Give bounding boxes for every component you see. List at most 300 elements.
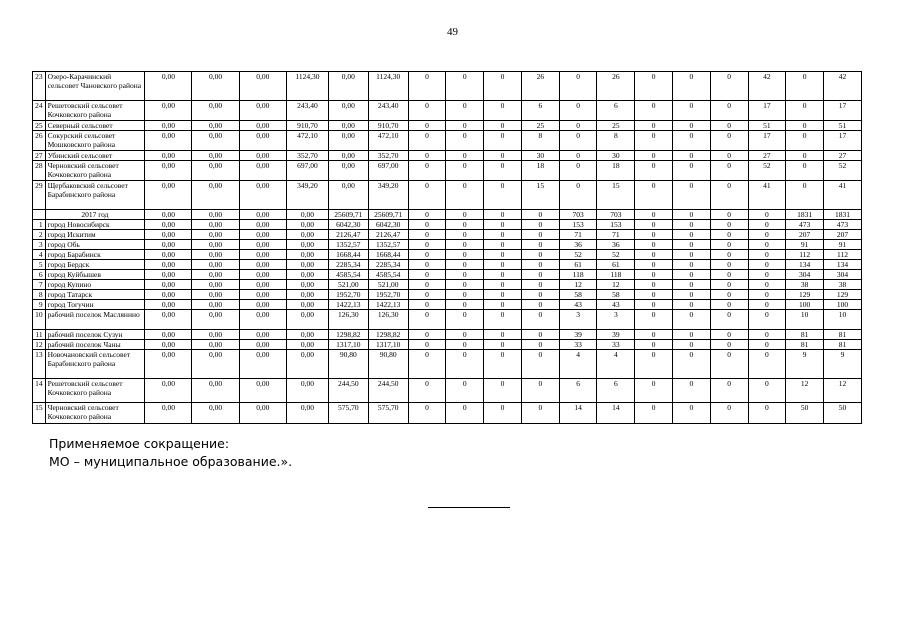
value-cell: 0 xyxy=(559,181,597,210)
table-row xyxy=(33,181,862,210)
value-cell: 0,00 xyxy=(286,220,328,230)
value-cell: 0,00 xyxy=(328,151,368,161)
value-cell: 575,70 xyxy=(368,403,408,424)
value-cell: 0 xyxy=(710,151,748,161)
value-cell: 0 xyxy=(710,300,748,310)
value-cell: 207 xyxy=(824,230,862,240)
value-cell: 52 xyxy=(824,161,862,181)
value-cell: 0 xyxy=(521,300,559,310)
table-row xyxy=(33,280,862,290)
row-number: 15 xyxy=(33,403,46,424)
value-cell: 0,00 xyxy=(145,350,192,379)
value-cell: 17 xyxy=(824,131,862,151)
value-cell: 0 xyxy=(635,220,673,230)
value-cell: 0,00 xyxy=(286,300,328,310)
value-cell: 0 xyxy=(673,161,711,181)
value-cell: 0,00 xyxy=(192,72,239,101)
value-cell: 0 xyxy=(710,161,748,181)
value-cell: 50 xyxy=(786,403,824,424)
value-cell: 910,70 xyxy=(286,121,328,131)
value-cell: 0,00 xyxy=(239,350,286,379)
value-cell: 0 xyxy=(635,121,673,131)
value-cell: 0,00 xyxy=(145,310,192,330)
value-cell: 0,00 xyxy=(286,310,328,330)
value-cell: 0 xyxy=(635,210,673,220)
value-cell: 472,10 xyxy=(286,131,328,151)
value-cell: 0,00 xyxy=(286,350,328,379)
value-cell: 0 xyxy=(673,131,711,151)
value-cell: 42 xyxy=(748,72,786,101)
value-cell: 0,00 xyxy=(328,72,368,101)
value-cell: 0,00 xyxy=(239,310,286,330)
value-cell: 0 xyxy=(446,403,484,424)
value-cell: 0,00 xyxy=(145,230,192,240)
value-cell: 1422,13 xyxy=(328,300,368,310)
value-cell: 3 xyxy=(597,310,635,330)
value-cell: 0,00 xyxy=(286,250,328,260)
value-cell: 0,00 xyxy=(145,403,192,424)
value-cell: 12 xyxy=(559,280,597,290)
value-cell: 473 xyxy=(824,220,862,230)
value-cell: 0 xyxy=(710,340,748,350)
value-cell: 0 xyxy=(521,350,559,379)
value-cell: 0 xyxy=(710,131,748,151)
row-number: 10 xyxy=(33,310,46,330)
value-cell: 18 xyxy=(597,161,635,181)
value-cell: 52 xyxy=(748,161,786,181)
table-row xyxy=(33,379,862,403)
value-cell: 17 xyxy=(748,101,786,121)
value-cell: 0 xyxy=(521,280,559,290)
value-cell: 0 xyxy=(635,151,673,161)
value-cell: 9 xyxy=(786,350,824,379)
value-cell: 0,00 xyxy=(192,310,239,330)
value-cell: 0 xyxy=(710,210,748,220)
value-cell: 0 xyxy=(710,310,748,330)
value-cell: 0 xyxy=(408,403,446,424)
value-cell: 0 xyxy=(408,220,446,230)
value-cell: 112 xyxy=(824,250,862,260)
municipality-name: город Купино xyxy=(45,280,145,290)
value-cell: 0 xyxy=(408,240,446,250)
table-row xyxy=(33,151,862,161)
value-cell: 1298,82 xyxy=(328,330,368,340)
value-cell: 0 xyxy=(748,379,786,403)
value-cell: 61 xyxy=(559,260,597,270)
row-number: 7 xyxy=(33,280,46,290)
value-cell: 697,00 xyxy=(286,161,328,181)
table-row xyxy=(33,350,862,379)
value-cell: 25 xyxy=(521,121,559,131)
value-cell: 2285,34 xyxy=(328,260,368,270)
value-cell: 304 xyxy=(786,270,824,280)
value-cell: 0,00 xyxy=(192,340,239,350)
value-cell: 0 xyxy=(446,220,484,230)
value-cell: 0,00 xyxy=(192,230,239,240)
value-cell: 0 xyxy=(635,181,673,210)
row-number: 5 xyxy=(33,260,46,270)
row-number: 2 xyxy=(33,230,46,240)
value-cell: 0 xyxy=(484,220,522,230)
value-cell: 910,70 xyxy=(368,121,408,131)
value-cell: 0 xyxy=(521,220,559,230)
value-cell: 0 xyxy=(484,340,522,350)
value-cell: 36 xyxy=(597,240,635,250)
value-cell: 4585,54 xyxy=(368,270,408,280)
value-cell: 0 xyxy=(748,350,786,379)
value-cell: 1298,82 xyxy=(368,330,408,340)
value-cell: 0 xyxy=(446,330,484,340)
value-cell: 118 xyxy=(559,270,597,280)
value-cell: 521,00 xyxy=(368,280,408,290)
footnote-title: Применяемое сокращение: xyxy=(49,436,230,451)
value-cell: 14 xyxy=(559,403,597,424)
table-row xyxy=(33,300,862,310)
value-cell: 0 xyxy=(786,181,824,210)
value-cell: 521,00 xyxy=(328,280,368,290)
value-cell: 0 xyxy=(408,260,446,270)
value-cell: 153 xyxy=(597,220,635,230)
value-cell: 0 xyxy=(408,151,446,161)
value-cell: 0 xyxy=(786,121,824,131)
value-cell: 0 xyxy=(484,250,522,260)
value-cell: 0,00 xyxy=(239,72,286,101)
value-cell: 0,00 xyxy=(239,280,286,290)
value-cell: 0,00 xyxy=(286,290,328,300)
value-cell: 0 xyxy=(748,290,786,300)
municipality-name: город Куйбышев xyxy=(45,270,145,280)
footnote-text: МО – муниципальное образование.». xyxy=(49,454,293,469)
value-cell: 349,20 xyxy=(286,181,328,210)
value-cell: 0 xyxy=(635,300,673,310)
value-cell: 61 xyxy=(597,260,635,270)
value-cell: 0,00 xyxy=(192,210,239,220)
value-cell: 0 xyxy=(521,290,559,300)
value-cell: 0 xyxy=(408,300,446,310)
value-cell: 0 xyxy=(635,101,673,121)
value-cell: 304 xyxy=(824,270,862,280)
value-cell: 0,00 xyxy=(145,240,192,250)
value-cell: 0 xyxy=(446,310,484,330)
value-cell: 12 xyxy=(786,379,824,403)
value-cell: 129 xyxy=(786,290,824,300)
table-row xyxy=(33,403,862,424)
municipality-name: Новочановский сельсовет Барабинского района xyxy=(45,350,145,379)
table-row xyxy=(33,260,862,270)
value-cell: 0 xyxy=(446,210,484,220)
value-cell: 6042,30 xyxy=(368,220,408,230)
table-row xyxy=(33,330,862,340)
value-cell: 244,50 xyxy=(368,379,408,403)
row-number: 12 xyxy=(33,340,46,350)
value-cell: 0 xyxy=(484,161,522,181)
value-cell: 0 xyxy=(484,350,522,379)
value-cell: 17 xyxy=(748,131,786,151)
row-number: 23 xyxy=(33,72,46,101)
value-cell: 0 xyxy=(446,151,484,161)
value-cell: 0 xyxy=(446,121,484,131)
value-cell: 0,00 xyxy=(239,240,286,250)
value-cell: 0 xyxy=(635,270,673,280)
value-cell: 0 xyxy=(484,121,522,131)
table-row xyxy=(33,230,862,240)
value-cell: 0 xyxy=(710,403,748,424)
value-cell: 0 xyxy=(408,72,446,101)
value-cell: 207 xyxy=(786,230,824,240)
value-cell: 52 xyxy=(559,250,597,260)
value-cell: 703 xyxy=(559,210,597,220)
value-cell: 43 xyxy=(559,300,597,310)
value-cell: 0 xyxy=(446,290,484,300)
value-cell: 0 xyxy=(710,280,748,290)
value-cell: 0,00 xyxy=(286,270,328,280)
value-cell: 0 xyxy=(521,240,559,250)
value-cell: 14 xyxy=(597,403,635,424)
row-number: 4 xyxy=(33,250,46,260)
value-cell: 703 xyxy=(597,210,635,220)
value-cell: 0,00 xyxy=(192,403,239,424)
value-cell: 0 xyxy=(408,181,446,210)
value-cell: 0 xyxy=(635,131,673,151)
value-cell: 0 xyxy=(786,72,824,101)
row-number: 28 xyxy=(33,161,46,181)
value-cell: 0 xyxy=(673,260,711,270)
value-cell: 81 xyxy=(824,340,862,350)
value-cell: 0,00 xyxy=(192,151,239,161)
value-cell: 0 xyxy=(484,240,522,250)
value-cell: 0 xyxy=(748,230,786,240)
value-cell: 0,00 xyxy=(286,403,328,424)
value-cell: 0 xyxy=(484,310,522,330)
value-cell: 0,00 xyxy=(192,260,239,270)
municipality-name: Убинский сельсовет xyxy=(45,151,145,161)
value-cell: 0 xyxy=(446,260,484,270)
value-cell: 0 xyxy=(484,403,522,424)
value-cell: 27 xyxy=(748,151,786,161)
row-number: 8 xyxy=(33,290,46,300)
value-cell: 0 xyxy=(710,220,748,230)
municipality-name: Решетовский сельсовет Кочковского района xyxy=(45,379,145,403)
value-cell: 1668,44 xyxy=(328,250,368,260)
value-cell: 0 xyxy=(559,161,597,181)
value-cell: 6 xyxy=(597,101,635,121)
value-cell: 0 xyxy=(748,280,786,290)
value-cell: 0,00 xyxy=(239,379,286,403)
value-cell: 51 xyxy=(824,121,862,131)
value-cell: 0,00 xyxy=(145,151,192,161)
municipality-name: город Новосибирск xyxy=(45,220,145,230)
value-cell: 0 xyxy=(748,403,786,424)
row-number: 27 xyxy=(33,151,46,161)
value-cell: 0 xyxy=(521,340,559,350)
value-cell: 0 xyxy=(559,101,597,121)
value-cell: 0,00 xyxy=(145,379,192,403)
value-cell: 0 xyxy=(408,121,446,131)
value-cell: 0 xyxy=(710,240,748,250)
value-cell: 0 xyxy=(446,72,484,101)
value-cell: 0 xyxy=(635,330,673,340)
value-cell: 0,00 xyxy=(145,101,192,121)
value-cell: 0,00 xyxy=(328,101,368,121)
value-cell: 0 xyxy=(748,300,786,310)
value-cell: 0,00 xyxy=(145,210,192,220)
value-cell: 0 xyxy=(559,151,597,161)
value-cell: 0 xyxy=(635,280,673,290)
value-cell: 0,00 xyxy=(239,131,286,151)
value-cell: 0 xyxy=(673,240,711,250)
municipality-name: город Татарск xyxy=(45,290,145,300)
value-cell: 6 xyxy=(597,379,635,403)
value-cell: 33 xyxy=(597,340,635,350)
row-number: 26 xyxy=(33,131,46,151)
value-cell: 1124,30 xyxy=(286,72,328,101)
row-number: 11 xyxy=(33,330,46,340)
row-number: 1 xyxy=(33,220,46,230)
value-cell: 4585,54 xyxy=(328,270,368,280)
value-cell: 118 xyxy=(597,270,635,280)
value-cell: 0 xyxy=(673,101,711,121)
municipality-name: Щербаковский сельсовет Барабинского района xyxy=(45,181,145,210)
value-cell: 0,00 xyxy=(239,340,286,350)
value-cell: 0 xyxy=(484,210,522,220)
value-cell: 0 xyxy=(673,403,711,424)
value-cell: 1352,57 xyxy=(328,240,368,250)
value-cell: 30 xyxy=(521,151,559,161)
value-cell: 52 xyxy=(597,250,635,260)
value-cell: 0 xyxy=(710,350,748,379)
value-cell: 243,40 xyxy=(286,101,328,121)
value-cell: 0 xyxy=(748,220,786,230)
value-cell: 0,00 xyxy=(239,181,286,210)
municipality-name: рабочий поселок Сузун xyxy=(45,330,145,340)
value-cell: 352,70 xyxy=(286,151,328,161)
value-cell: 0,00 xyxy=(239,330,286,340)
value-cell: 0 xyxy=(484,230,522,240)
table-row xyxy=(33,131,862,151)
value-cell: 0,00 xyxy=(286,230,328,240)
value-cell: 0,00 xyxy=(239,230,286,240)
value-cell: 129 xyxy=(824,290,862,300)
value-cell: 0 xyxy=(408,101,446,121)
value-cell: 0 xyxy=(408,270,446,280)
value-cell: 0,00 xyxy=(145,121,192,131)
value-cell: 0 xyxy=(710,181,748,210)
value-cell: 0 xyxy=(673,280,711,290)
value-cell: 0,00 xyxy=(239,250,286,260)
value-cell: 0,00 xyxy=(145,250,192,260)
value-cell: 0 xyxy=(521,260,559,270)
value-cell: 575,70 xyxy=(328,403,368,424)
value-cell: 0 xyxy=(446,350,484,379)
table-row xyxy=(33,240,862,250)
page-number: 49 xyxy=(447,26,458,38)
municipality-name: город Тогучин xyxy=(45,300,145,310)
value-cell: 0 xyxy=(786,101,824,121)
value-cell: 0 xyxy=(786,131,824,151)
value-cell: 9 xyxy=(824,350,862,379)
value-cell: 0,00 xyxy=(145,270,192,280)
value-cell: 18 xyxy=(521,161,559,181)
value-cell: 0,00 xyxy=(192,250,239,260)
value-cell: 0,00 xyxy=(145,300,192,310)
value-cell: 472,10 xyxy=(368,131,408,151)
row-number: 29 xyxy=(33,181,46,210)
value-cell: 0,00 xyxy=(192,350,239,379)
value-cell: 0 xyxy=(446,340,484,350)
value-cell: 33 xyxy=(559,340,597,350)
value-cell: 0 xyxy=(635,310,673,330)
value-cell: 0 xyxy=(635,350,673,379)
value-cell: 81 xyxy=(786,330,824,340)
value-cell: 0 xyxy=(635,379,673,403)
table-row xyxy=(33,340,862,350)
value-cell: 12 xyxy=(597,280,635,290)
value-cell: 0,00 xyxy=(239,210,286,220)
value-cell: 0 xyxy=(484,72,522,101)
value-cell: 0 xyxy=(408,350,446,379)
value-cell: 0 xyxy=(446,250,484,260)
value-cell: 41 xyxy=(824,181,862,210)
value-cell: 0,00 xyxy=(328,161,368,181)
table-row xyxy=(33,210,862,220)
value-cell: 0 xyxy=(673,220,711,230)
value-cell: 0 xyxy=(710,72,748,101)
value-cell: 3 xyxy=(559,310,597,330)
value-cell: 0 xyxy=(408,310,446,330)
value-cell: 0 xyxy=(673,310,711,330)
value-cell: 0 xyxy=(673,290,711,300)
value-cell: 0,00 xyxy=(192,300,239,310)
value-cell: 0,00 xyxy=(145,220,192,230)
data-table xyxy=(32,71,862,424)
value-cell: 0 xyxy=(521,403,559,424)
value-cell: 0 xyxy=(748,270,786,280)
value-cell: 39 xyxy=(559,330,597,340)
value-cell: 0 xyxy=(484,101,522,121)
value-cell: 41 xyxy=(748,181,786,210)
municipality-name: Черновский сельсовет Кочковского района xyxy=(45,161,145,181)
value-cell: 0 xyxy=(446,300,484,310)
row-number: 14 xyxy=(33,379,46,403)
value-cell: 90,80 xyxy=(368,350,408,379)
value-cell: 15 xyxy=(597,181,635,210)
value-cell: 243,40 xyxy=(368,101,408,121)
value-cell: 0,00 xyxy=(286,379,328,403)
value-cell: 51 xyxy=(748,121,786,131)
value-cell: 0,00 xyxy=(145,290,192,300)
value-cell: 0,00 xyxy=(328,131,368,151)
municipality-name: Решетовский сельсовет Кочковского района xyxy=(45,101,145,121)
value-cell: 0 xyxy=(521,379,559,403)
value-cell: 8 xyxy=(521,131,559,151)
table-row xyxy=(33,310,862,330)
value-cell: 0,00 xyxy=(192,379,239,403)
value-cell: 0 xyxy=(484,379,522,403)
value-cell: 0,00 xyxy=(328,121,368,131)
value-cell: 244,50 xyxy=(328,379,368,403)
value-cell: 0 xyxy=(446,270,484,280)
value-cell: 1124,30 xyxy=(368,72,408,101)
value-cell: 0 xyxy=(408,250,446,260)
value-cell: 38 xyxy=(824,280,862,290)
value-cell: 134 xyxy=(786,260,824,270)
value-cell: 0,00 xyxy=(239,121,286,131)
table-row xyxy=(33,101,862,121)
value-cell: 0 xyxy=(521,270,559,280)
row-number: 24 xyxy=(33,101,46,121)
row-number: 3 xyxy=(33,240,46,250)
value-cell: 30 xyxy=(597,151,635,161)
